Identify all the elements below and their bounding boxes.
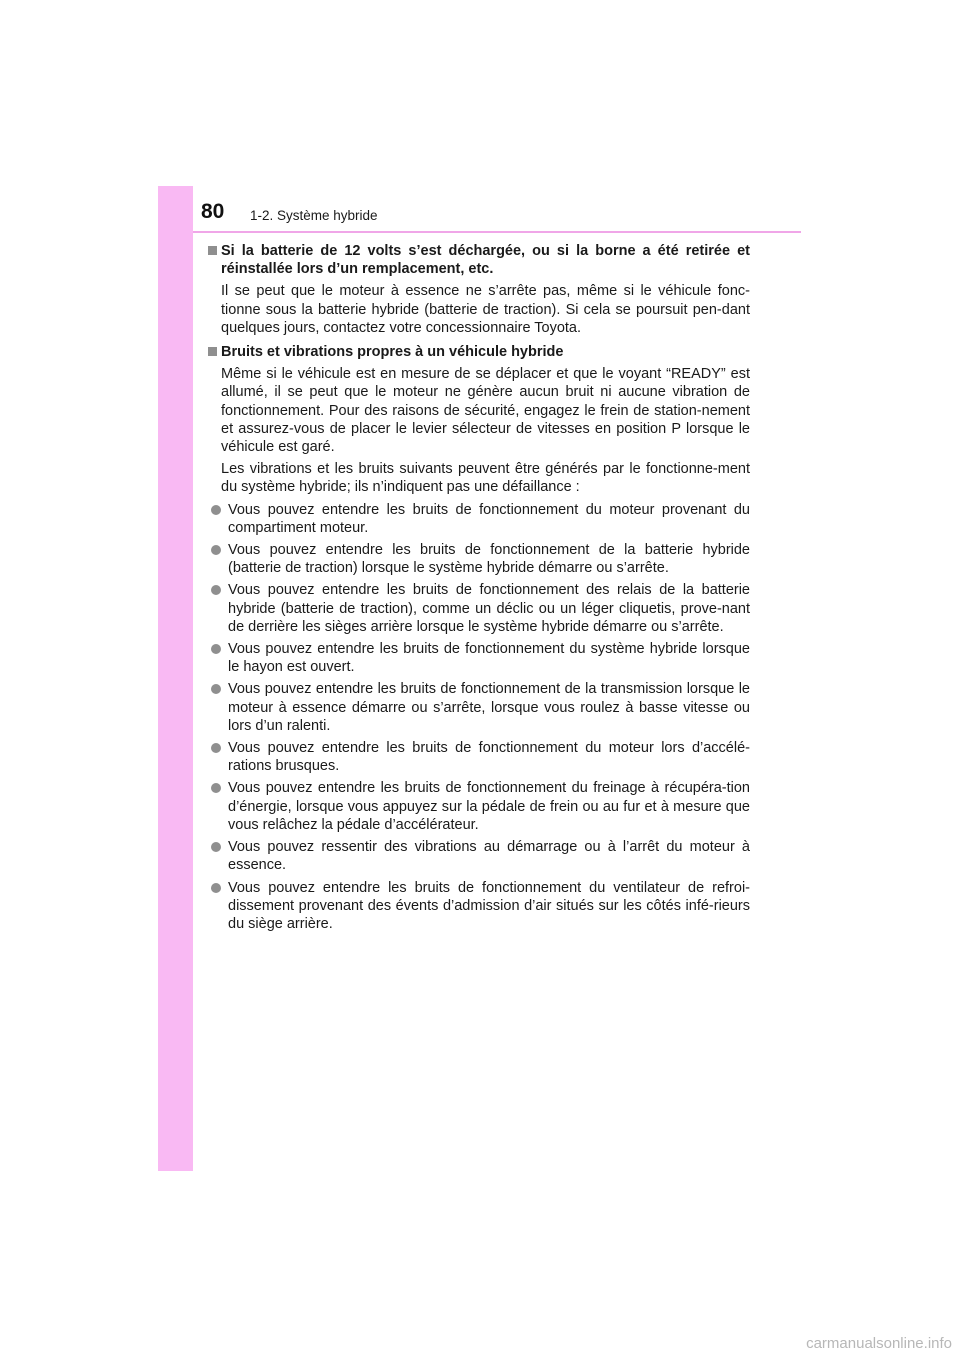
list-item xyxy=(210,680,750,735)
page-number: 80 xyxy=(201,200,225,223)
list-item xyxy=(210,739,750,775)
list-item-text: Vous pouvez entendre les bruits de fonctionnement de la batterie hybride (batterie de traction) lorsque le système hybride démarre ou s’arrête. xyxy=(228,542,750,577)
chapter-side-band xyxy=(158,186,193,1171)
page-header xyxy=(193,196,803,234)
watermark: carmanualsonline.info xyxy=(806,1335,952,1352)
list-item-text: Vous pouvez entendre les bruits de fonctionnement de la transmission lorsque le moteur à essence démarre ou s’arrête, lorsque vous roulez à basse vitesse ou lors d’un ralenti. xyxy=(228,681,750,734)
section-paragraph: Même si le véhicule est en mesure de se déplacer et que le voyant “READY” est allumé, il se peut que le moteur ne génère aucun bruit ni aucune vibration de fonctionnement. Pour des raisons de sécurité, engagez le frein de station-nement et assurez-vous de placer le levier sélecteur de vitesses en position P lorsque le véhicule est garé. xyxy=(221,366,750,456)
page-content xyxy=(210,242,750,939)
round-bullet-icon xyxy=(211,684,221,694)
round-bullet-icon xyxy=(211,585,221,595)
round-bullet-icon xyxy=(211,842,221,852)
list-item xyxy=(210,779,750,834)
round-bullet-icon xyxy=(211,505,221,515)
list-item xyxy=(210,879,750,934)
list-item xyxy=(210,640,750,676)
section-paragraph: Les vibrations et les bruits suivants peuvent être générés par le fonctionne-ment du système hybride; ils n’indiquent pas une défaillance : xyxy=(221,461,750,496)
square-bullet-icon xyxy=(208,347,217,356)
list-item-text: Vous pouvez entendre les bruits de fonctionnement du moteur lors d’accélé-rations brusques. xyxy=(228,740,750,775)
list-item xyxy=(210,541,750,577)
section-heading: Bruits et vibrations propres à un véhicule hybride xyxy=(221,344,564,361)
list-item xyxy=(210,501,750,537)
chapter-title: 1-2. Système hybride xyxy=(250,208,378,223)
list-item xyxy=(210,581,750,636)
round-bullet-icon xyxy=(211,644,221,654)
square-bullet-icon xyxy=(208,246,217,255)
round-bullet-icon xyxy=(211,545,221,555)
list-item-text: Vous pouvez entendre les bruits de fonctionnement des relais de la batterie hybride (batterie de traction), comme un déclic ou un léger cliquetis, prove-nant de derrière les sièges arrière lorsque le système hybride démarre ou s’arrête. xyxy=(228,582,750,635)
round-bullet-icon xyxy=(211,783,221,793)
round-bullet-icon xyxy=(211,743,221,753)
section-paragraph: Il se peut que le moteur à essence ne s’arrête pas, même si le véhicule fonc-tionne sous la batterie hybride (batterie de traction). Si cela se poursuit pen-dant quelques jours, contactez votre concessionnaire Toyota. xyxy=(221,283,750,336)
section-noise-vibration xyxy=(210,343,750,933)
section-battery xyxy=(210,242,750,337)
list-item-text: Vous pouvez entendre les bruits de fonctionnement du système hybride lorsque le hayon est ouvert. xyxy=(228,641,750,676)
list-item-text: Vous pouvez ressentir des vibrations au démarrage ou à l’arrêt du moteur à essence. xyxy=(228,839,750,874)
bullet-list xyxy=(221,501,750,933)
list-item-text: Vous pouvez entendre les bruits de fonctionnement du moteur provenant du compartiment moteur. xyxy=(228,501,750,536)
round-bullet-icon xyxy=(211,883,221,893)
header-rule xyxy=(193,231,801,233)
list-item-text: Vous pouvez entendre les bruits de fonctionnement du ventilateur de refroi-dissement provenant des évents d’admission d’air situés sur les côtés infé-rieurs du siège arrière. xyxy=(228,879,750,932)
list-item-text: Vous pouvez entendre les bruits de fonctionnement du freinage à récupéra-tion d’énergie, lorsque vous appuyez sur la pédale de frein ou au fur et à mesure que vous relâchez la pédale d’accélérateur. xyxy=(228,780,750,833)
section-heading: Si la batterie de 12 volts s’est déchargée, ou si la borne a été retirée et réinstallée lors d’un remplacement, etc. xyxy=(221,243,750,278)
list-item xyxy=(210,838,750,874)
